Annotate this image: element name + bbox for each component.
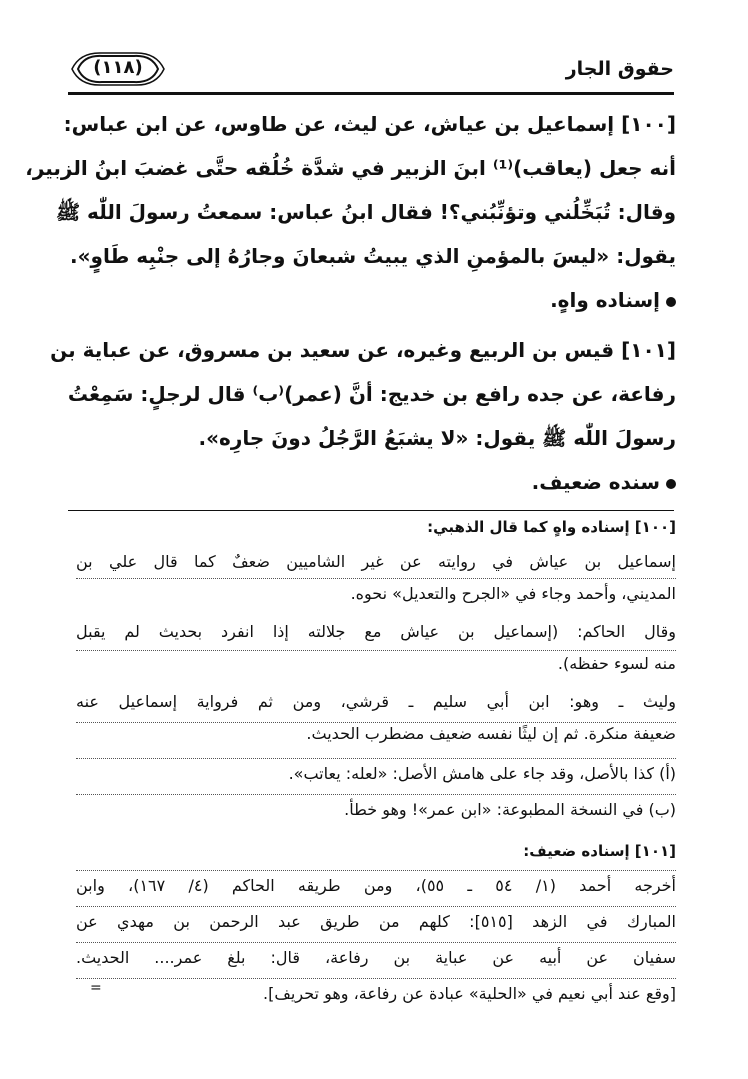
hadith-101-grade	[532, 470, 676, 494]
margin-mark: =	[90, 980, 102, 996]
hadith-100-line: [١٠٠] إسماعيل بن عياش، عن ليث، عن طاوس، عن ابن عباس:	[63, 112, 676, 136]
commentary-line: المديني، وأحمد وجاء في «الجرح والتعديل» نحوه.	[350, 584, 676, 603]
header-rule	[68, 92, 674, 95]
hadith-100-line: أنه جعل (يعاقب)⁽¹⁾ ابنَ الزبير في شدَّة خُلُقه حتَّى غضبَ ابنُ الزبير،	[25, 156, 676, 180]
dotted-separator	[76, 650, 676, 651]
hadith-101-line: رسولَ اللّٰه ﷺ يقول: «لا يشبَعُ الرَّجُلُ دونَ جارِه».	[198, 426, 676, 450]
page-number-badge	[68, 52, 168, 86]
commentary-line: وقال الحاكم: (إسماعيل بن عياش مع جلالته إذا انفرد بحديث لم يقبل	[76, 622, 676, 641]
commentary-line: سفيان عن أبيه عن عباية بن رفاعة، قال: بلغ عمر.... الحديث.	[76, 948, 676, 967]
commentary-heading: [١٠٠] إسناده واهٍ كما قال الذهبي:	[427, 518, 676, 536]
dotted-separator	[76, 758, 676, 759]
hadith-100-line: وقال: تُبَخِّلُني وتؤنِّبُني؟! فقال ابنُ عباس: سمعتُ رسولَ اللّٰه ﷺ	[55, 200, 676, 224]
hadith-101-line: رفاعة، عن جده رافع بن خديج: أنَّ (عمر)⁽ب⁾ قال لرجلٍ: سَمِعْتُ	[67, 382, 676, 406]
grade-text: إسناده واهٍ.	[550, 288, 660, 312]
commentary-line: وليث ـ وهو: ابن أبي سليم ـ قرشي، ومن ثم فرواية إسماعيل عنه	[76, 692, 676, 711]
footnote-b: (ب) في النسخة المطبوعة: «ابن عمر»! وهو خطأ.	[344, 800, 676, 819]
commentary-line: منه لسوء حفظه).	[557, 654, 676, 673]
hadith-100-grade	[550, 288, 676, 312]
dotted-separator	[76, 794, 676, 795]
dotted-separator	[76, 906, 676, 907]
page-number: (١١٨)	[93, 57, 143, 78]
footnote-a: (أ) كذا بالأصل، وقد جاء على هامش الأصل: «لعله: يعاتب».	[288, 764, 676, 783]
dotted-separator	[76, 942, 676, 943]
commentary-line: المبارك في الزهد [٥١٥]: كلهم من طريق عبد الرحمن بن مهدي عن	[76, 912, 677, 931]
bullet-icon	[666, 479, 676, 489]
bullet-icon	[666, 297, 676, 307]
commentary-line: إسماعيل بن عياش في روايته عن غير الشاميين ضعفٌ كما قال علي بن	[76, 552, 676, 571]
dotted-separator	[76, 722, 676, 723]
hadith-100-line: يقول: «ليسَ بالمؤمنِ الذي يبيتُ شبعانَ وجارُهُ إلى جنْبِه طَاوٍ».	[70, 244, 676, 268]
hadith-101-line: [١٠١] قيس بن الربيع وغيره، عن سعيد بن مسروق، عن عباية بن	[50, 338, 676, 362]
grade-text: سنده ضعيف.	[531, 470, 660, 494]
dotted-separator	[76, 870, 676, 871]
running-title: حقوق الجار	[565, 58, 674, 80]
commentary-line: [وقع عند أبي نعيم في «الحلية» عبادة عن رفاعة، وهو تحريف].	[263, 984, 676, 1003]
dotted-separator	[76, 578, 676, 579]
page-header	[68, 52, 674, 92]
dotted-separator	[76, 978, 676, 979]
section-divider	[68, 510, 674, 511]
commentary-heading: [١٠١] إسناده ضعيف:	[523, 842, 676, 860]
commentary-line: ضعيفة منكرة. ثم إن ليثًا نفسه ضعيف مضطرب الحديث.	[306, 724, 676, 743]
commentary-line: أخرجه أحمد (١/ ٥٤ ـ ٥٥)، ومن طريقه الحاكم (٤/ ١٦٧)، وابن	[76, 876, 676, 895]
